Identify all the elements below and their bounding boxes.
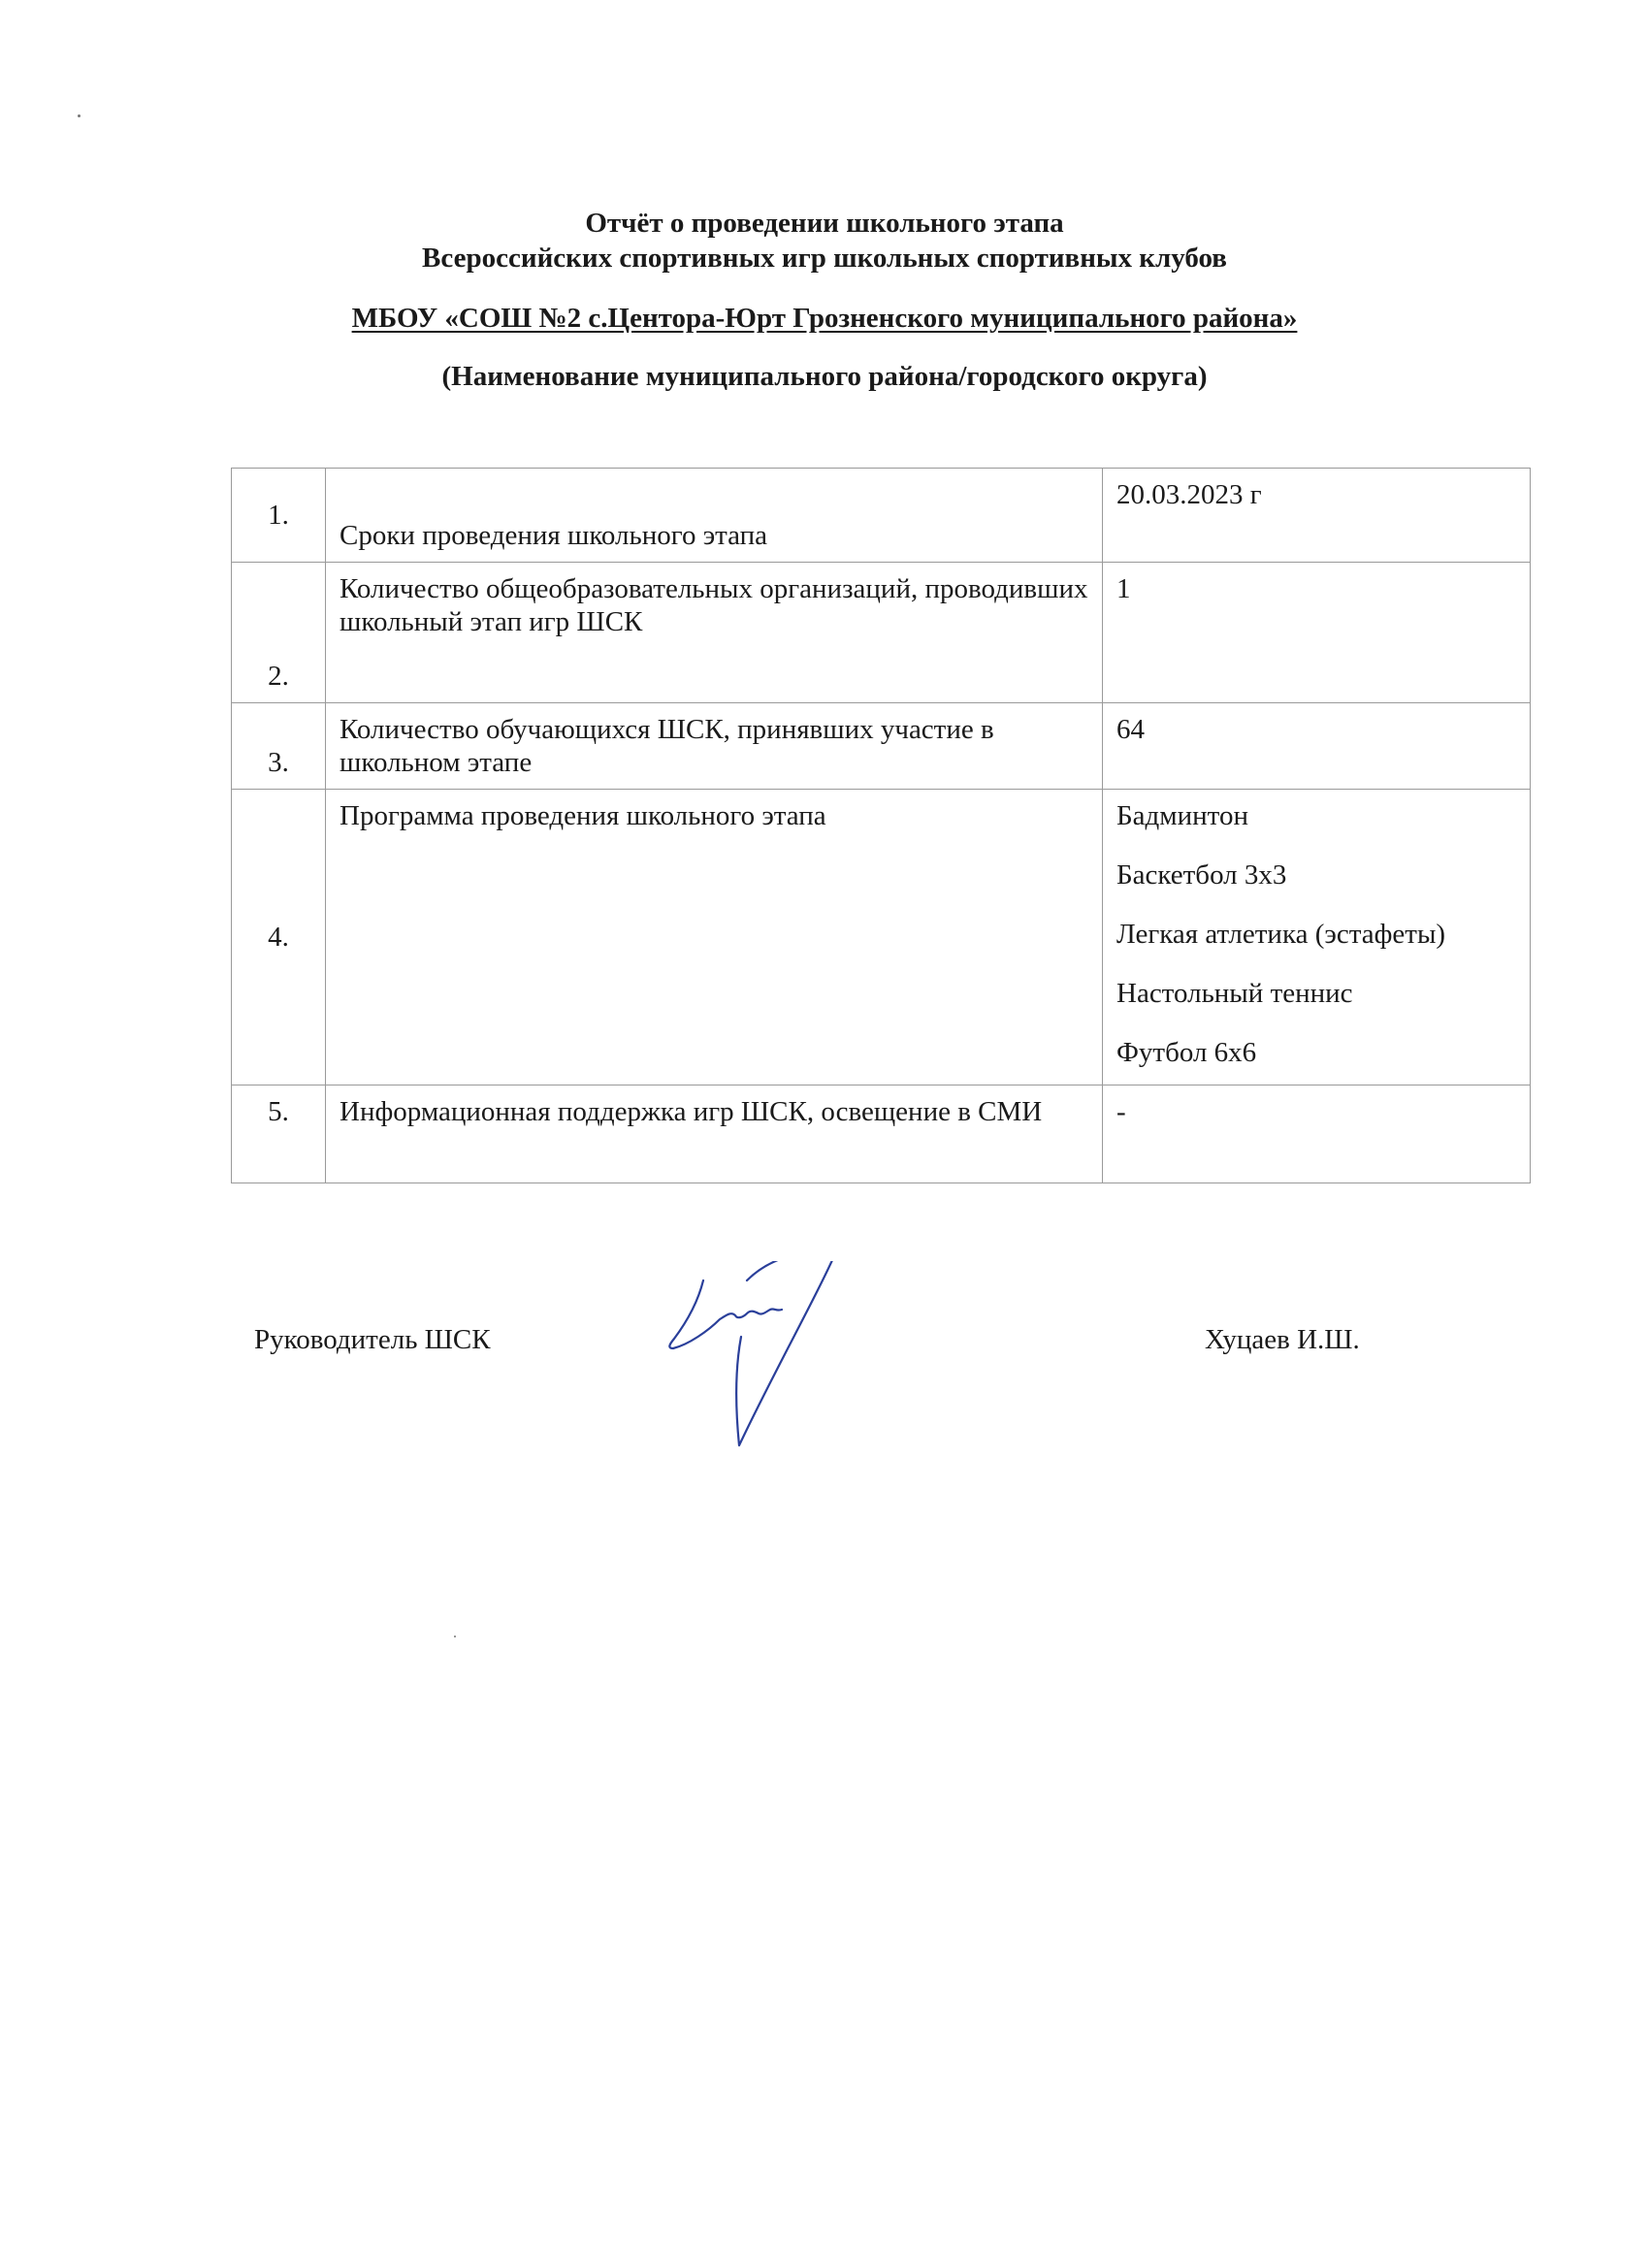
- program-list: [1103, 790, 1531, 1085]
- program-item: Легкая атлетика (эстафеты): [1116, 919, 1446, 950]
- program-item: Настольный теннис: [1116, 978, 1353, 1009]
- program-item: Бадминтон: [1116, 800, 1248, 831]
- report-title: [0, 206, 1649, 275]
- table-row: [232, 790, 1531, 1085]
- subtitle: (Наименование муниципального района/городского округа): [441, 361, 1208, 392]
- row-label: Сроки проведения школьного этапа: [326, 469, 1103, 563]
- row-label: Программа проведения школьного этапа: [326, 790, 1103, 1085]
- row-value: 1: [1103, 563, 1531, 703]
- program-item: Футбол 6х6: [1116, 1037, 1257, 1068]
- title-line-2: Всероссийских спортивных игр школьных спортивных клубов: [422, 243, 1227, 274]
- table-row: [232, 703, 1531, 790]
- row-label: Количество общеобразовательных организаций, проводивших школьный этап игр ШСК: [326, 563, 1103, 703]
- row-number: 5.: [232, 1085, 326, 1183]
- row-number: 4.: [232, 790, 326, 1085]
- row-number: 2.: [232, 563, 326, 703]
- handwritten-signature: [630, 1261, 854, 1455]
- program-item: Баскетбол 3х3: [1116, 859, 1287, 891]
- table-row: [232, 1085, 1531, 1183]
- row-label: Информационная поддержка игр ШСК, освещение в СМИ: [326, 1085, 1103, 1183]
- row-value: 64: [1103, 703, 1531, 790]
- title-line-1: Отчёт о проведении школьного этапа: [585, 208, 1064, 239]
- row-number: 1.: [232, 469, 326, 563]
- signature-role: Руководитель ШСК: [254, 1324, 491, 1355]
- row-value: 20.03.2023 г: [1103, 469, 1531, 563]
- row-number: 3.: [232, 703, 326, 790]
- row-value: -: [1103, 1085, 1531, 1183]
- organization-text: МБОУ «СОШ №2 с.Центора-Юрт Грозненского муниципального района»: [351, 303, 1298, 334]
- signature-name: Хуцаев И.Ш.: [1205, 1324, 1360, 1355]
- scan-speck: [78, 114, 81, 117]
- report-table: [231, 468, 1531, 1183]
- organization-name: [0, 303, 1649, 335]
- row-label: Количество обучающихся ШСК, принявших участие в школьном этапе: [326, 703, 1103, 790]
- table-row: [232, 563, 1531, 703]
- scan-speck: [454, 1636, 456, 1637]
- table-row: [232, 469, 1531, 563]
